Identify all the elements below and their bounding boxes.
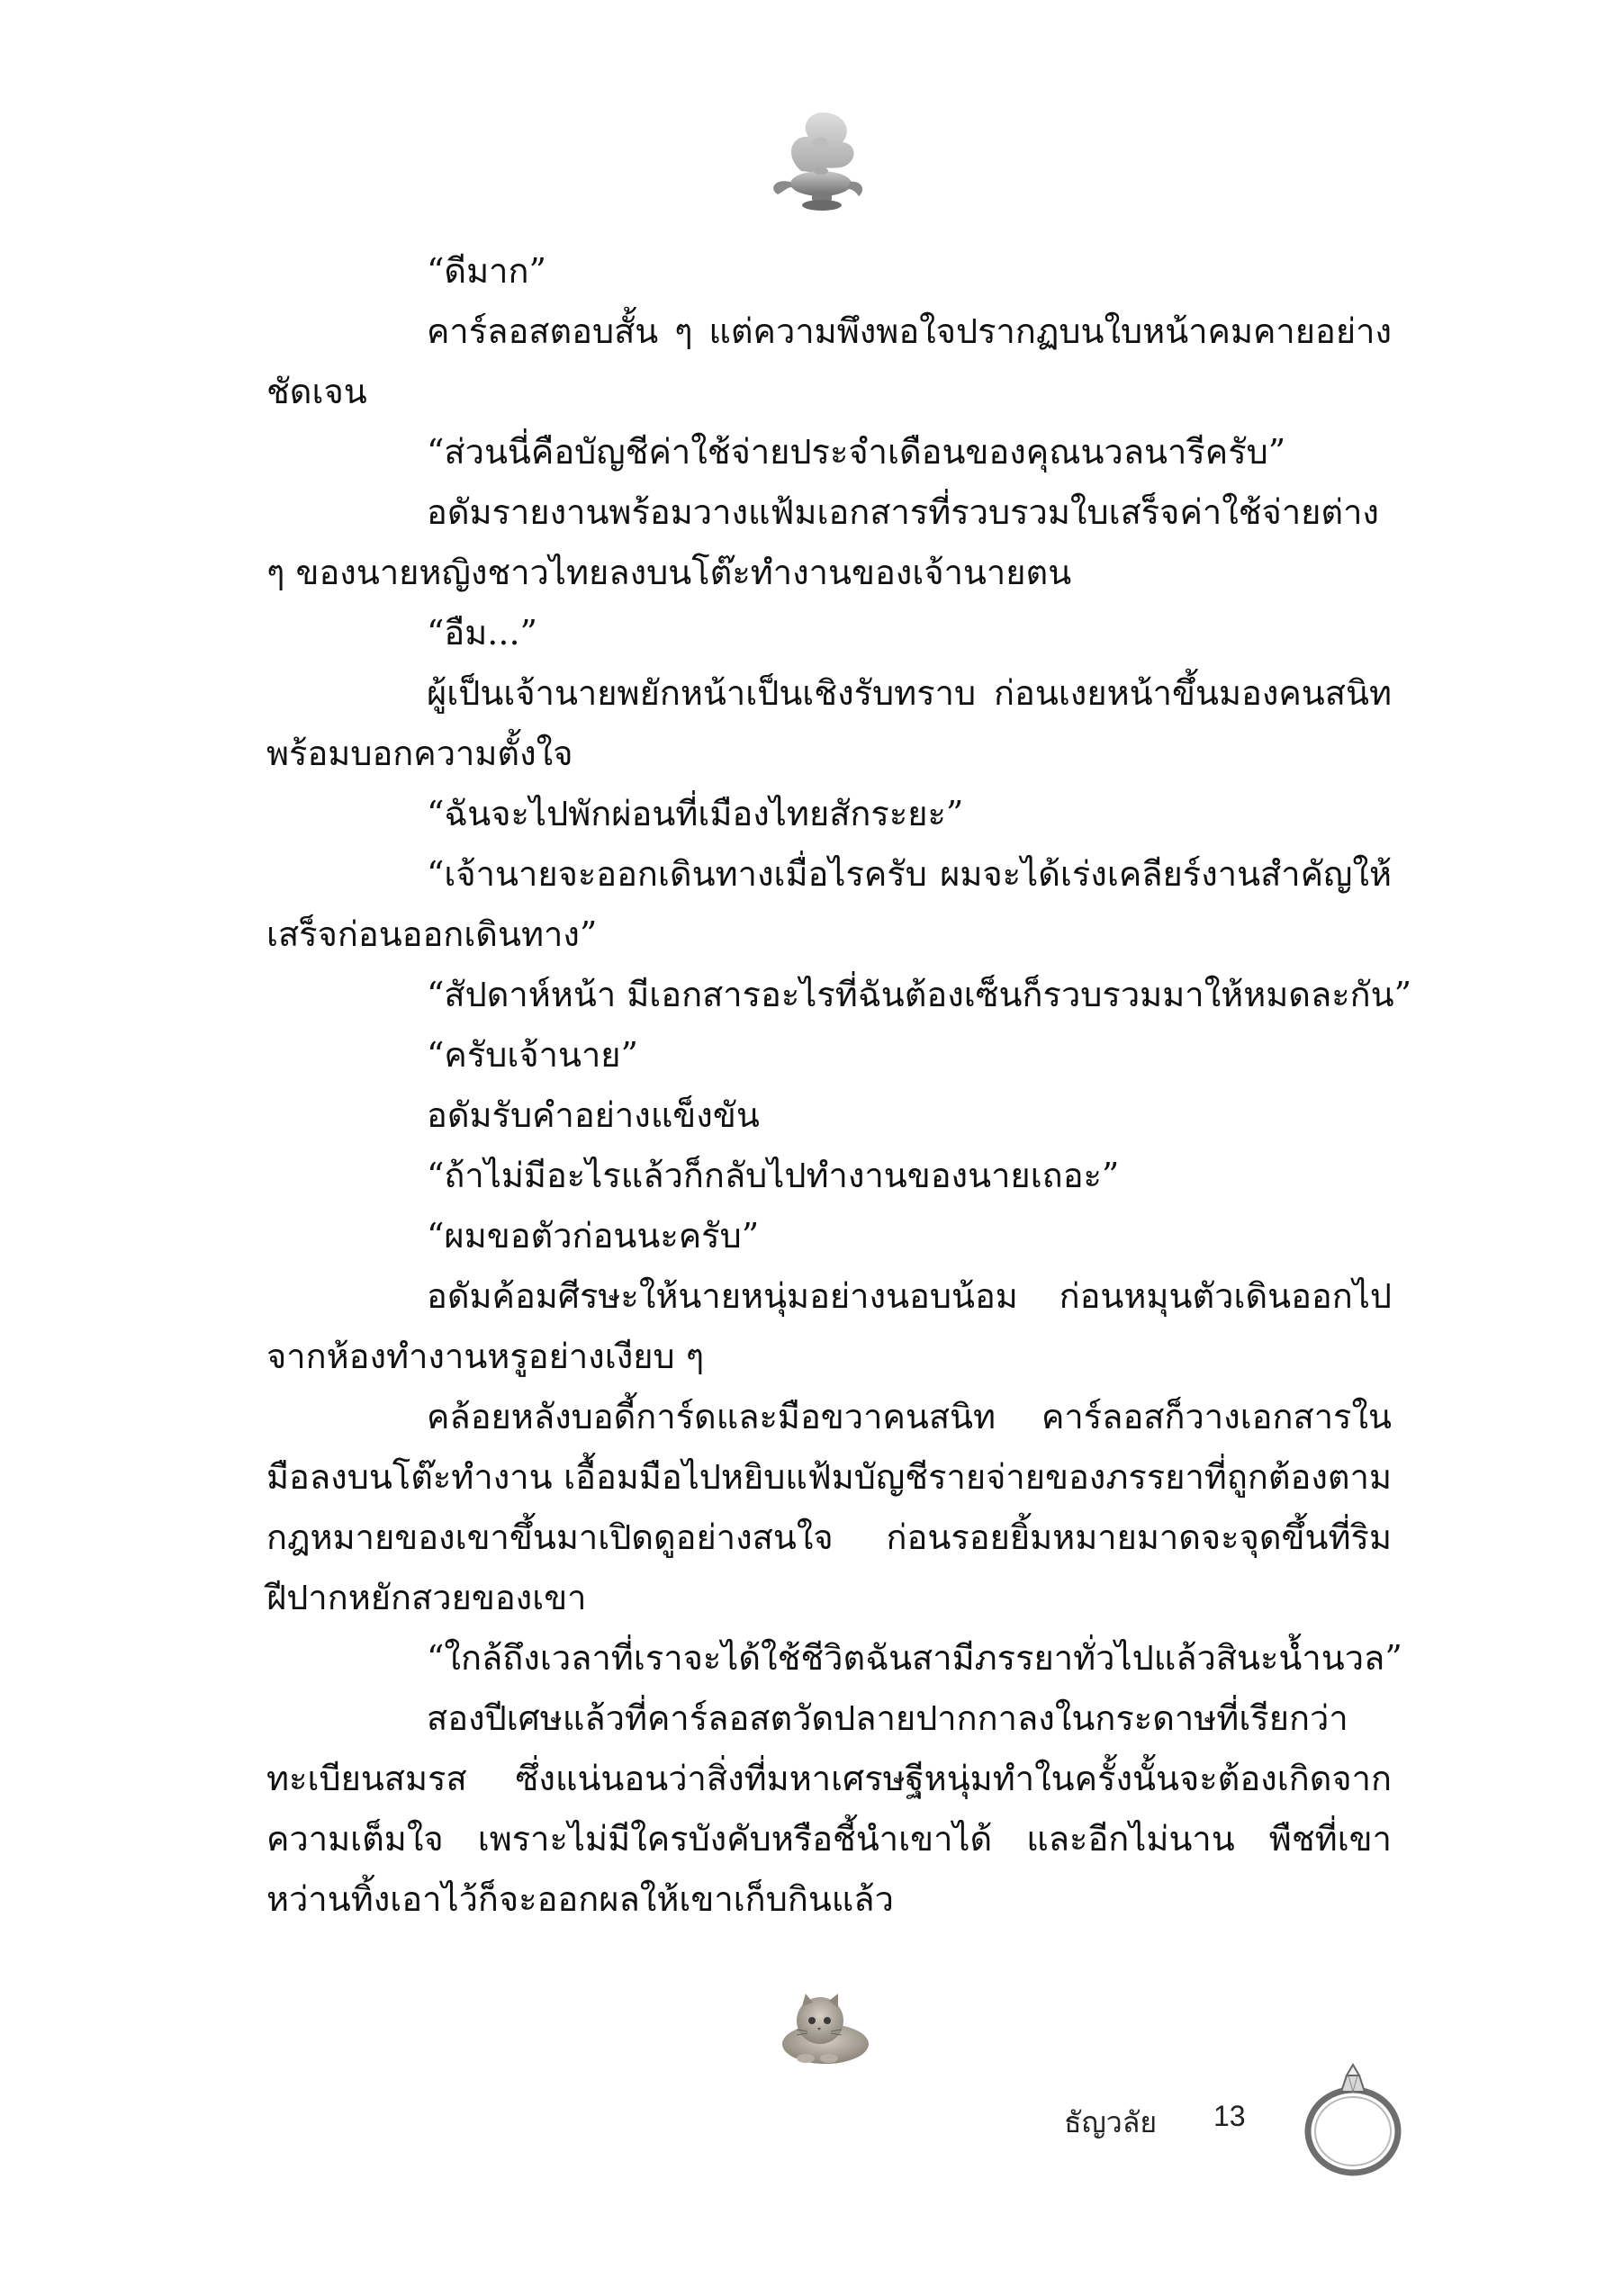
magic-lamp-icon	[765, 101, 873, 227]
paragraph: “ผมขอตัวก่อนนะครับ”	[427, 1216, 760, 1256]
paragraph: คล้อยหลังบอดี้การ์ดและมือขวาคนสนิท คาร์ลอสก็วางเอกสารในมือลงบนโต๊ะทำงาน เอื้อมมือไปหยิบแฟ้มบัญชีรายจ่ายของภรรยาที่ถูกต้องตามกฎหมายของเขาขึ้นมาเปิดดูอย่างสนใจ ก่อนรอยยิ้มหมายมาดจะจุดขึ้นที่ริมฝีปากหยักสวยของเขา	[266, 1397, 1392, 1617]
page-number: 13	[1213, 2100, 1246, 2132]
paragraph: “เจ้านายจะออกเดินทางเมื่อไรครับ ผมจะได้เร่งเคลียร์งานสำคัญให้เสร็จก่อนออกเดินทาง”	[266, 854, 1392, 954]
paragraph: “ส่วนนี่คือบัญชีค่าใช้จ่ายประจำเดือนของคุณนวลนารีครับ”	[427, 432, 1286, 472]
paragraph: ผู้เป็นเจ้านายพยักหน้าเป็นเชิงรับทราบ ก่อนเงยหน้าขึ้นมองคนสนิท พร้อมบอกความตั้งใจ	[266, 673, 1392, 773]
paragraph: อดัมรับคำอย่างแข็งขัน	[427, 1095, 760, 1135]
ring-icon	[1294, 2054, 1411, 2180]
paragraph: อดัมค้อมศีรษะให้นายหนุ่มอย่างนอบน้อม ก่อนหมุนตัวเดินออกไปจากห้องทำงานหรูอย่างเงียบ ๆ	[266, 1276, 1392, 1376]
footer-author: ธัญวลัย	[1064, 2106, 1158, 2138]
paragraph: “ใกล้ถึงเวลาที่เราจะได้ใช้ชีวิตฉันสามีภรรยาทั่วไปแล้วสินะน้ำนวล”	[427, 1638, 1402, 1678]
paragraph: “ดีมาก”	[427, 251, 546, 291]
paragraph: คาร์ลอสตอบสั้น ๆ แต่ความพึงพอใจปรากฏบนใบหน้าคมคายอย่างชัดเจน	[266, 311, 1392, 411]
paragraph: “สัปดาห์หน้า มีเอกสารอะไรที่ฉันต้องเซ็นก็รวบรวมมาให้หมดละกัน”	[427, 975, 1412, 1014]
paragraph: อดัมรายงานพร้อมวางแฟ้มเอกสารที่รวบรวมใบเสร็จค่าใช้จ่ายต่าง ๆ ของนายหญิงชาวไทยลงบนโต๊ะทำงานของเจ้านายตน	[266, 492, 1379, 592]
paragraph: สองปีเศษแล้วที่คาร์ลอสตวัดปลายปากกาลงในกระดาษที่เรียกว่าทะเบียนสมรส ซึ่งแน่นอนว่าสิ่งที่มหาเศรษฐีหนุ่มทำในครั้งนั้นจะต้องเกิดจากความเต็มใจ เพราะไม่มีใครบังคับหรือชี้นำเขาได้ และอีกไม่นาน พืชที่เขาหว่านทิ้งเอาไว้ก็จะออกผลให้เขาเก็บกินแล้ว	[266, 1698, 1392, 1919]
cat-icon	[770, 1985, 878, 2070]
page-body	[266, 241, 1412, 1930]
paragraph: “ครับเจ้านาย”	[427, 1035, 638, 1075]
paragraph: “ฉันจะไปพักผ่อนที่เมืองไทยสักระยะ”	[427, 794, 964, 833]
paragraph: “ถ้าไม่มีอะไรแล้วก็กลับไปทำงานของนายเถอะ”	[427, 1156, 1120, 1195]
paragraph: “อืม...”	[427, 613, 537, 653]
